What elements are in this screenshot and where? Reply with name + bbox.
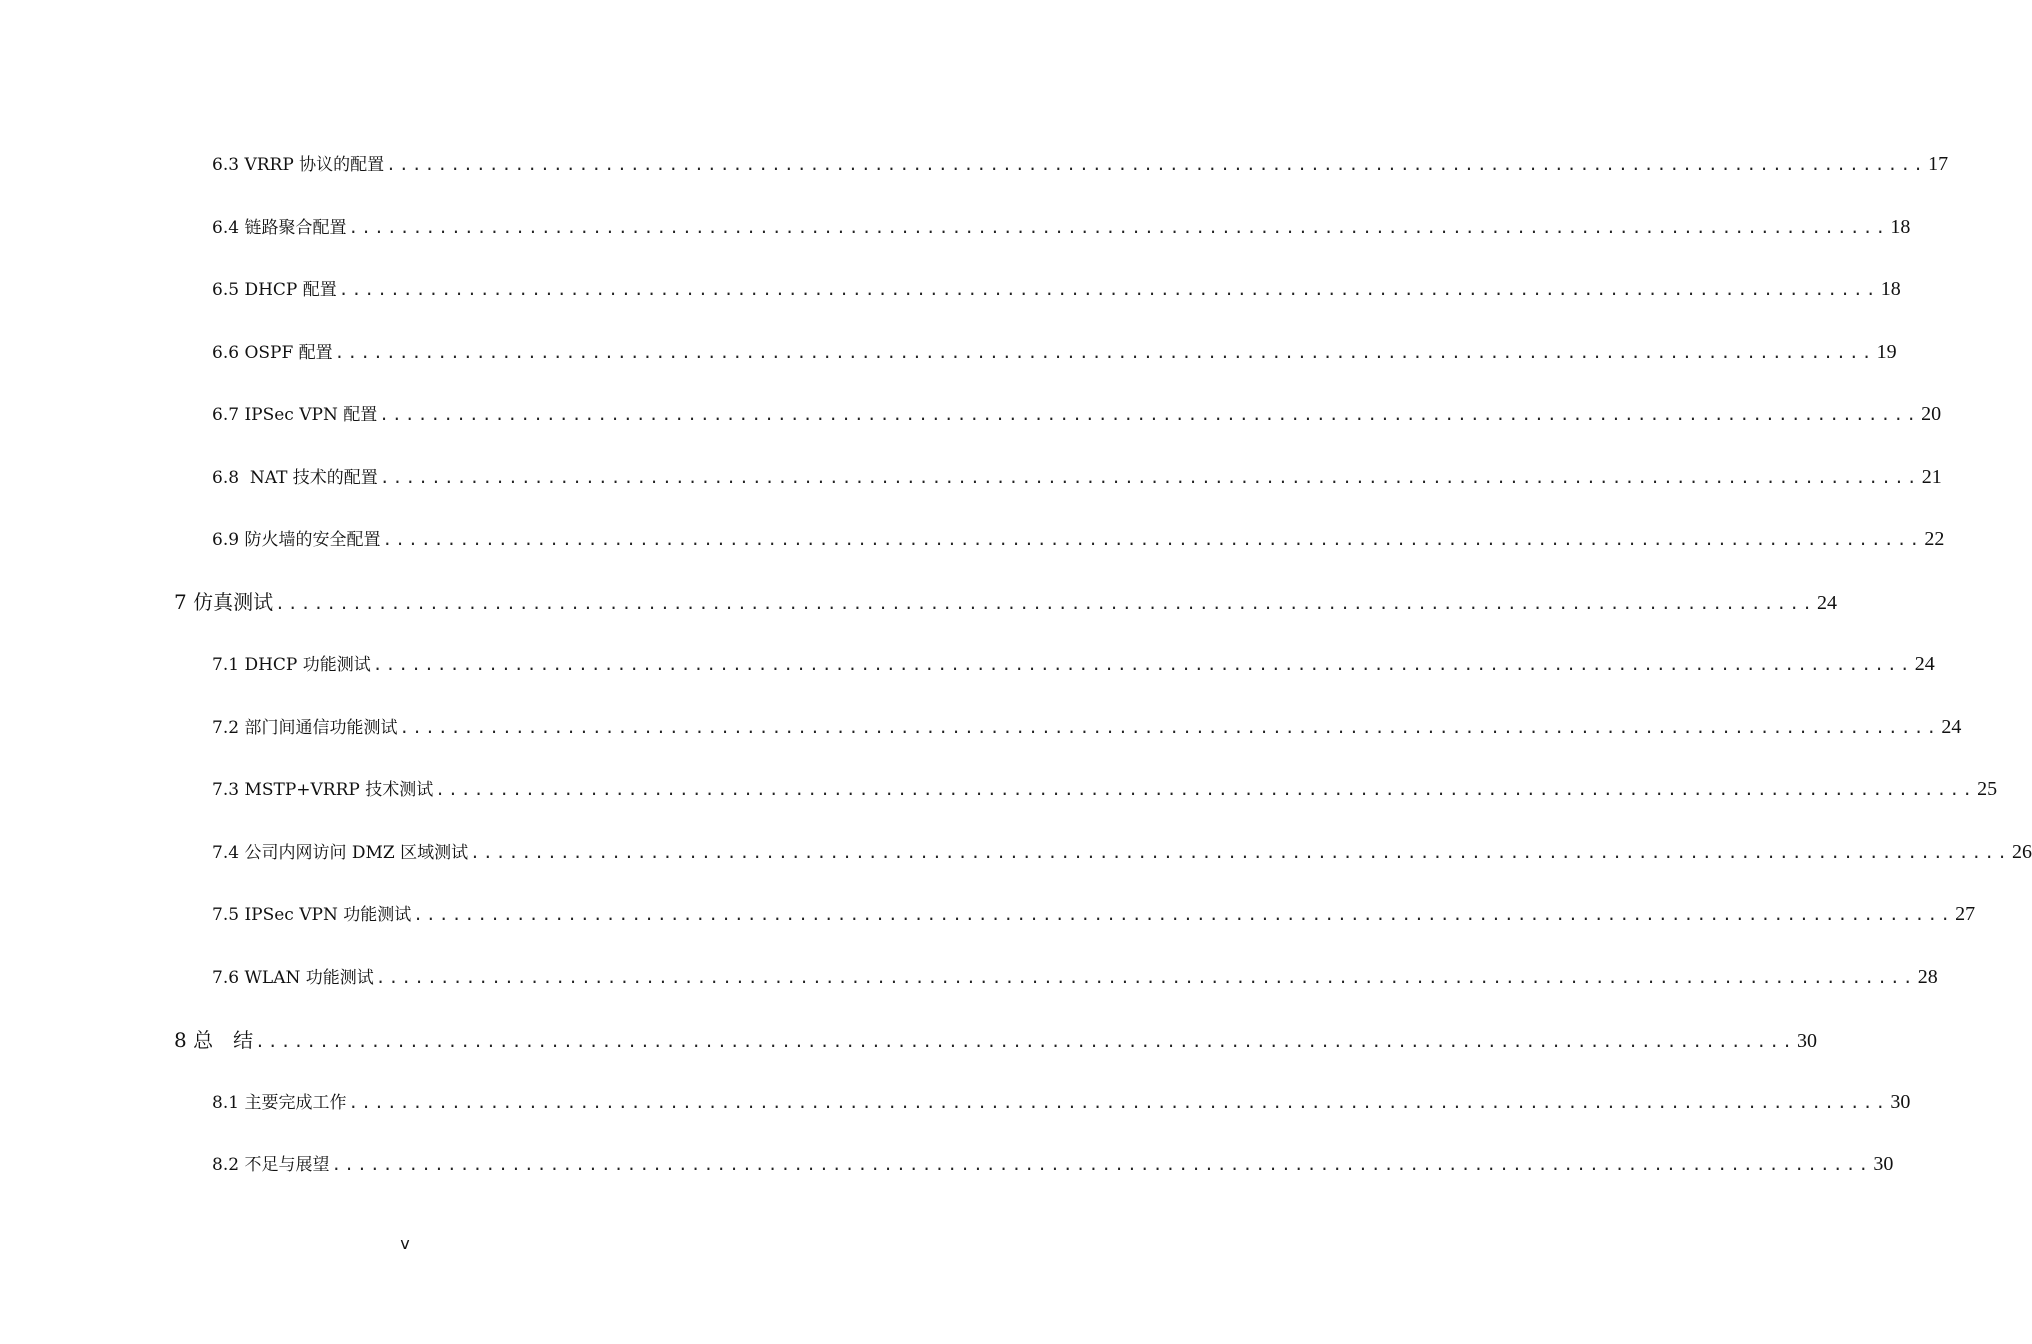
- toc-entry[interactable]: [212, 900, 1976, 926]
- toc-entry-page: 18: [1880, 278, 1901, 300]
- toc-dot-leader: ........................................................................................................................: [470, 843, 2011, 862]
- toc-entry-label: 6.6 OSPF 配置: [212, 343, 333, 363]
- toc-entry-label: 7.4 公司内网访问 DMZ 区域测试: [212, 843, 469, 863]
- toc-entry[interactable]: [212, 713, 1962, 739]
- toc-entry-label: 7.2 部门间通信功能测试: [212, 718, 398, 738]
- toc-entry[interactable]: [212, 338, 1897, 364]
- toc-entry-page: 30: [1797, 1030, 1818, 1052]
- toc-dot-leader: ........................................................................................................................: [382, 530, 1923, 549]
- toc-entry-page: 25: [1977, 778, 1998, 800]
- toc-dot-leader: ........................................................................................................................: [379, 468, 1920, 487]
- toc-entry[interactable]: [212, 1088, 1911, 1114]
- toc-entry-page: 27: [1955, 903, 1976, 925]
- toc-entry-label: 6.5 DHCP 配置: [212, 280, 337, 300]
- toc-dot-leader: ........................................................................................................................: [399, 718, 1940, 737]
- toc-entry-page: 20: [1921, 403, 1942, 425]
- toc-entry-label: 6.9 防火墙的安全配置: [212, 530, 381, 550]
- page-number: v: [400, 1234, 410, 1253]
- toc-entry-page: 30: [1890, 1091, 1911, 1113]
- toc-entry[interactable]: [212, 775, 1998, 801]
- toc-entry-page: 18: [1890, 216, 1911, 238]
- toc-entry-label: 7.5 IPSec VPN 功能测试: [212, 905, 412, 925]
- toc-entry[interactable]: [212, 275, 1901, 301]
- toc-entry-label: 7.6 WLAN 功能测试: [212, 968, 374, 988]
- toc-entry-page: 22: [1924, 528, 1945, 550]
- toc-entry-label: 8 总 结: [174, 1028, 254, 1052]
- toc-entry-label: 6.4 链路聚合配置: [212, 218, 347, 238]
- toc-dot-leader: ........................................................................................................................: [372, 655, 1913, 674]
- toc-entry[interactable]: [174, 586, 1838, 615]
- toc-entry-page: 24: [1817, 592, 1838, 614]
- toc-entry-page: 28: [1917, 966, 1938, 988]
- toc-entry-page: 19: [1876, 341, 1897, 363]
- toc-entry[interactable]: [212, 150, 1949, 176]
- toc-entry[interactable]: [212, 963, 1938, 989]
- toc-entry[interactable]: [212, 650, 1935, 676]
- toc-dot-leader: ........................................................................................................................: [331, 1155, 1872, 1174]
- toc-entry-page: 17: [1928, 153, 1949, 175]
- toc-entry-page: 30: [1873, 1153, 1894, 1175]
- toc-entry-label: 7 仿真测试: [174, 590, 274, 614]
- toc-dot-leader: ........................................................................................................................: [348, 218, 1889, 237]
- toc-dot-leader: ........................................................................................................................: [338, 280, 1879, 299]
- toc-dot-leader: ........................................................................................................................: [413, 905, 1954, 924]
- toc-entry-page: 24: [1941, 716, 1962, 738]
- toc-dot-leader: ........................................................................................................................: [275, 594, 1816, 613]
- toc-entry[interactable]: [212, 525, 1945, 551]
- toc-entry-label: 6.8 NAT 技术的配置: [212, 468, 378, 488]
- toc-entry-label: 6.7 IPSec VPN 配置: [212, 405, 378, 425]
- toc-entry-label: 7.1 DHCP 功能测试: [212, 655, 371, 675]
- toc-dot-leader: ........................................................................................................................: [255, 1032, 1796, 1051]
- toc-entry[interactable]: [212, 838, 2032, 864]
- toc-entry[interactable]: [212, 463, 1942, 489]
- toc-entry-page: 24: [1914, 653, 1935, 675]
- toc-dot-leader: ........................................................................................................................: [379, 405, 1920, 424]
- toc-entry[interactable]: [212, 400, 1942, 426]
- toc-dot-leader: ........................................................................................................................: [348, 1093, 1889, 1112]
- toc-entry-label: 8.1 主要完成工作: [212, 1093, 347, 1113]
- toc-entry[interactable]: [212, 1150, 1894, 1176]
- toc-dot-leader: ........................................................................................................................: [386, 155, 1927, 174]
- toc-entry-label: 7.3 MSTP+VRRP 技术测试: [212, 780, 434, 800]
- toc-dot-leader: ........................................................................................................................: [334, 343, 1875, 362]
- toc-dot-leader: ........................................................................................................................: [375, 968, 1916, 987]
- toc-entry-page: 26: [2012, 841, 2032, 863]
- toc-entry-label: 6.3 VRRP 协议的配置: [212, 155, 385, 175]
- toc-entry[interactable]: [212, 213, 1911, 239]
- toc-entry[interactable]: [174, 1024, 1818, 1053]
- toc-dot-leader: ........................................................................................................................: [435, 780, 1976, 799]
- toc-entry-page: 21: [1921, 466, 1942, 488]
- toc-entry-label: 8.2 不足与展望: [212, 1155, 330, 1175]
